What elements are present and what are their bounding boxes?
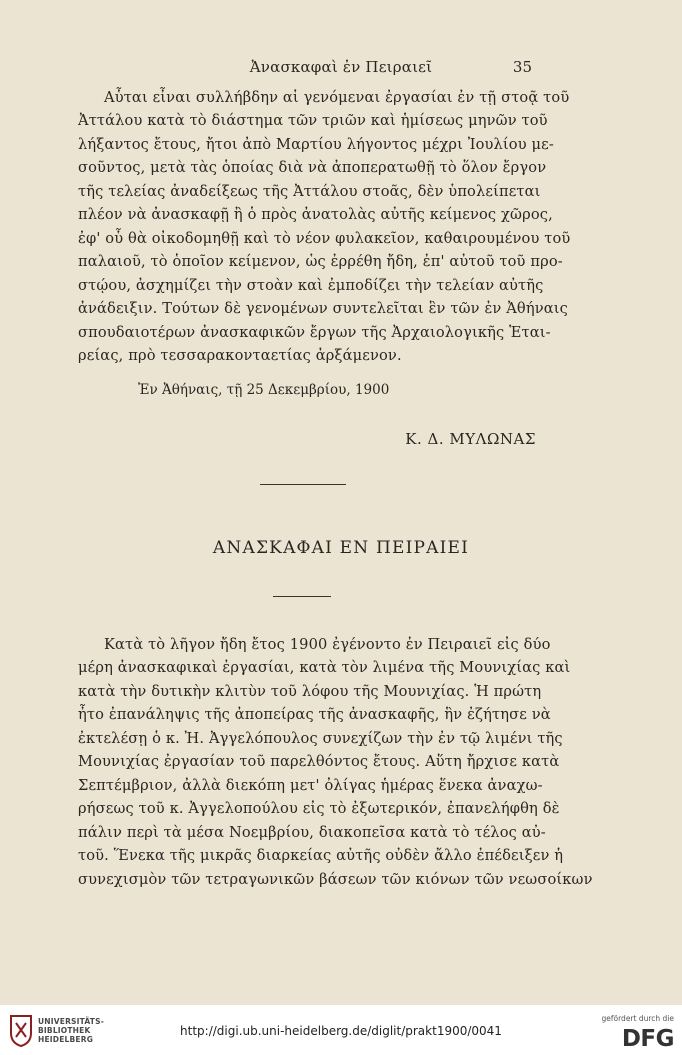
library-line: UNIVERSITÄTS- xyxy=(38,1017,105,1026)
running-title: Ἀνασκαφαὶ ἐν Πειραιεῖ xyxy=(249,58,433,76)
funded-by-label: gefördert durch die xyxy=(601,1014,674,1023)
dfg-logo: DFG xyxy=(621,1026,674,1052)
text-line: τῆς τελείας ἀναδείξεως τῆς Ἀττάλου στοᾶς, δὲν ὑπολείπεται xyxy=(78,182,541,200)
paragraph-piraeus xyxy=(78,633,593,891)
text-line: παλαιοῦ, τὸ ὁποῖον κείμενον, ὡς ἐρρέθη ἤδη, ἐπ' αὐτοῦ τοῦ προ- xyxy=(78,253,563,271)
text-line: ρήσεως τοῦ κ. Ἀγγελοπούλου εἰς τὸ ἐξωτερικόν, ἐπανελήφθη δὲ xyxy=(78,800,560,818)
text-line: λήξαντος ἔτους, ἤτοι ἀπὸ Μαρτίου λήγοντος μέχρι Ἰουλίου με- xyxy=(78,135,554,153)
library-line: BIBLIOTHEK xyxy=(38,1026,91,1035)
text-line: τοῦ. Ἕνεκα τῆς μικρᾶς διαρκείας αὐτῆς οὐδὲν ἄλλο ἐπέδειξεν ἡ xyxy=(78,847,564,865)
text-line: ρείας, πρὸ τεσσαρακονταετίας ἀρξάμενον. xyxy=(78,346,402,364)
section-title: ΑΝΑΣΚΑΦΑΙ ΕΝ ΠΕΙΡΑΙΕΙ xyxy=(212,538,470,558)
dateline: Ἐν Ἀθήναις, τῇ 25 Δεκεμβρίου, 1900 xyxy=(138,382,390,398)
text-line: ἐφ' οὗ θὰ οἰκοδομηθῇ καὶ τὸ νέον φυλακεῖον, καθαιρουμένου τοῦ xyxy=(78,229,571,247)
title-underline xyxy=(273,596,331,597)
footer-bar xyxy=(0,1005,682,1055)
running-head xyxy=(0,58,682,80)
text-line: σοῦντος, μετὰ τὰς ὁποίας διὰ νὰ ἀποπερατωθῇ τὸ ὅλον ἔργον xyxy=(78,159,547,177)
text-line: Μουνιχίας ἐργασίαν τοῦ παρελθόντος ἔτους. Αὕτη ἤρχισε κατὰ xyxy=(78,753,560,771)
text-line: Αὗται εἶναι συλλήβδην αἱ γενόμεναι ἐργασίαι ἐν τῇ στοᾷ τοῦ xyxy=(104,89,570,106)
text-line: στῴου, ἀσχημίζει τὴν στοὰν καὶ ἐμποδίζει τὴν τελείαν αὐτῆς xyxy=(78,276,544,294)
text-line: ἐκτελέσῃ ὁ κ. Ἠ. Ἀγγελόπουλος συνεχίζων τὴν ἐν τῷ λιμένι τῆς xyxy=(78,729,563,747)
text-line: συνεχισμὸν τῶν τετραγωνικῶν βάσεων τῶν κιόνων τῶν νεωσοίκων xyxy=(78,870,593,888)
text-line: Κατὰ τὸ λῆγον ἤδη ἔτος 1900 ἐγένοντο ἐν Πειραιεῖ εἰς δύο xyxy=(104,636,551,653)
paragraph-attalos-stoa xyxy=(78,86,571,367)
source-url-link[interactable]: http://digi.ub.uni-heidelberg.de/diglit/prakt1900/0041 xyxy=(180,1024,502,1038)
text-line: σπουδαιοτέρων ἀνασκαφικῶν ἔργων τῆς Ἀρχαιολογικῆς Ἑται- xyxy=(78,323,551,341)
text-line: ἦτο ἐπανάληψις τῆς ἀποπείρας τῆς ἀνασκαφῆς, ἣν ἐζήτησε νὰ xyxy=(78,706,551,724)
author-signature: Κ. Δ. ΜΥΛΩΝΑΣ xyxy=(405,430,536,448)
text-line: πάλιν περὶ τὰ μέσα Νοεμβρίου, διακοπεῖσα κατὰ τὸ τέλος αὐ- xyxy=(78,823,546,841)
text-line: μέρη ἀνασκαφικαὶ ἐργασίαι, κατὰ τὸν λιμένα τῆς Μουνιχίας καὶ xyxy=(78,659,571,677)
section-divider xyxy=(260,484,346,485)
text-line: ἀνάδειξιν. Τούτων δὲ γενομένων συντελεῖται ἓν τῶν ἐν Ἀθήναις xyxy=(78,300,568,318)
text-line: Ἀττάλου κατὰ τὸ διάστημα τῶν τριῶν καὶ ἡμίσεως μηνῶν τοῦ xyxy=(78,112,548,130)
text-line: κατὰ τὴν δυτικὴν κλιτὺν τοῦ λόφου τῆς Μουνιχίας. Ἡ πρώτη xyxy=(78,682,542,700)
page-number: 35 xyxy=(512,58,532,76)
text-line: πλέον νὰ ἀνασκαφῇ ἢ ὁ πρὸς ἀνατολὰς αὐτῆς κείμενος χῶρος, xyxy=(78,206,553,224)
text-line: Σεπτέμβριον, ἀλλὰ διεκόπη μετ' ὀλίγας ἡμέρας ἕνεκα ἀναχω- xyxy=(78,776,543,794)
library-line: HEIDELBERG xyxy=(38,1035,94,1044)
